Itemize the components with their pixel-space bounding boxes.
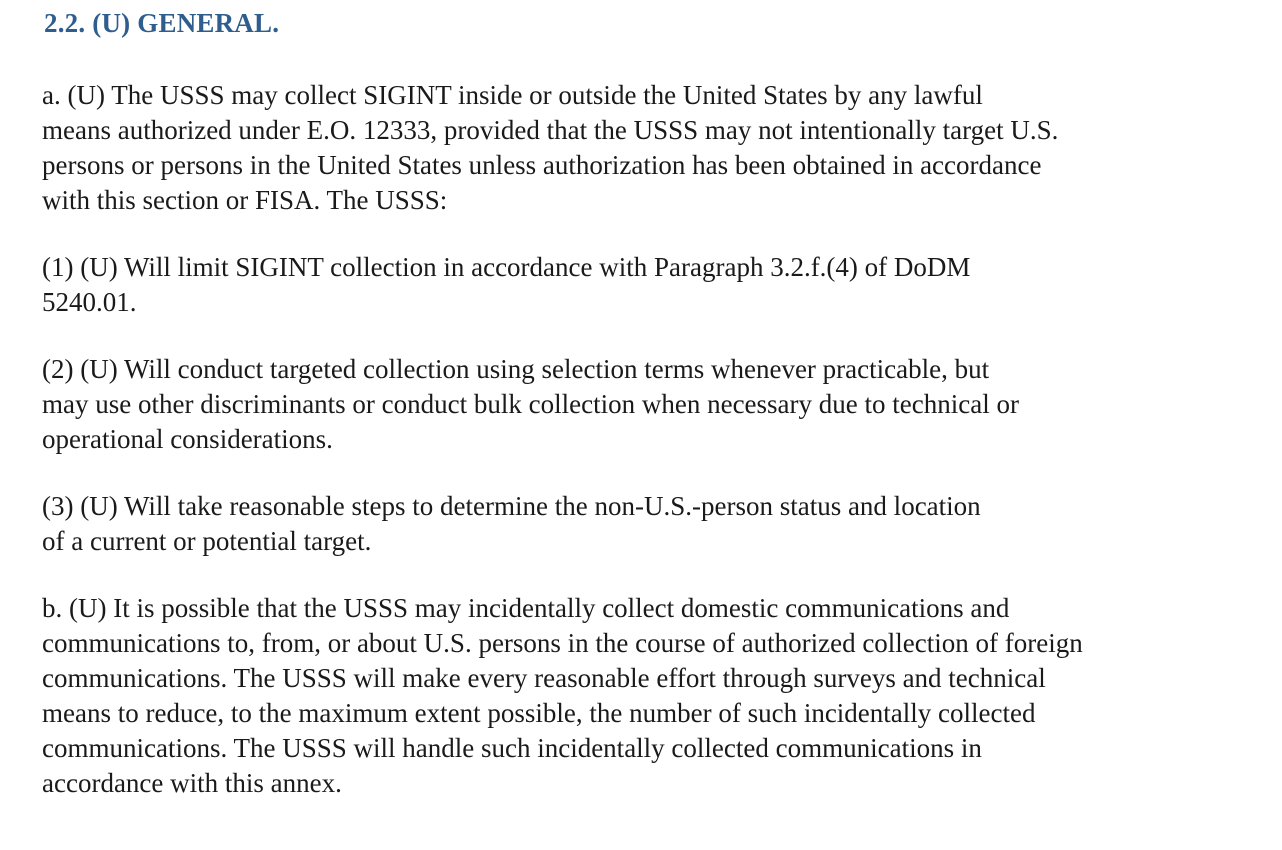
paragraph-a: a. (U) The USSS may collect SIGINT inside or outside the United States by any lawful means authorized under E.O. 12333, provided that the USSS may not intentionally target U.S. persons or persons in the United States unless authorization has been obtained in accordance with this section or FISA. The USSS: — [42, 80, 1059, 215]
paragraph-a-1: (1) (U) Will limit SIGINT collection in accordance with Paragraph 3.2.f.(4) of DoDM 5240.01. — [42, 252, 971, 317]
section-heading: 2.2. (U) GENERAL. — [44, 8, 280, 38]
paragraph-b: b. (U) It is possible that the USSS may incidentally collect domestic communications and communications to, from, or about U.S. persons in the course of authorized collection of foreign communications. The USSS will make every reasonable effort through surveys and technical means to reduce, to the maximum extent possible, the number of such incidentally collected communications. The USSS will handle such incidentally collected communications in accordance with this annex. — [42, 593, 1083, 798]
paragraph-a-2: (2) (U) Will conduct targeted collection using selection terms whenever practicable, but may use other discriminants or conduct bulk collection when necessary due to technical or operational considerations. — [42, 354, 1019, 454]
paragraph-a-3: (3) (U) Will take reasonable steps to determine the non-U.S.-person status and location of a current or potential target. — [42, 491, 981, 556]
